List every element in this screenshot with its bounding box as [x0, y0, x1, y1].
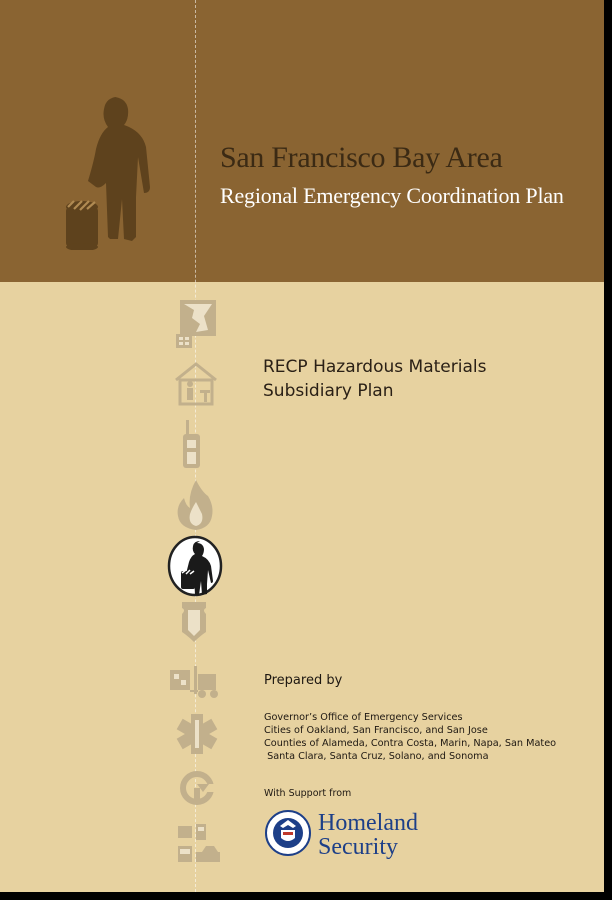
radio-icon: [180, 420, 204, 470]
support-label: With Support from: [264, 788, 352, 799]
plan-title-line1: RECP Hazardous Materials: [263, 357, 487, 377]
star-of-life-icon: [176, 712, 218, 756]
page-title: San Francisco Bay Area: [220, 141, 503, 174]
forklift-icon: [168, 660, 222, 700]
bay-area-map-icon: [176, 300, 218, 348]
hazmat-worker-silhouette-icon: [60, 95, 160, 250]
dhs-seal-icon: [265, 808, 311, 858]
recycle-icon: [180, 770, 214, 806]
plan-title-line2: Subsidiary Plan: [263, 381, 394, 401]
prepared-line: Governor’s Office of Emergency Services: [264, 712, 463, 723]
prepared-by-label: Prepared by: [264, 673, 343, 688]
prepared-line: Counties of Alameda, Contra Costa, Marin, Napa, San Mateo: [264, 738, 557, 749]
fire-icon: [176, 478, 216, 530]
prepared-line: Cities of Oakland, San Francisco, and San Jose: [264, 725, 488, 736]
page-subtitle: Regional Emergency Coordination Plan: [220, 183, 564, 208]
shelter-icon: [172, 360, 220, 406]
prepared-line: Santa Clara, Santa Cruz, Solano, and Sonoma: [264, 751, 489, 762]
homeland-logo-line1: Homeland: [318, 810, 418, 836]
police-badge-icon: [178, 600, 210, 644]
homeland-logo-line2: Security: [318, 834, 398, 860]
hazmat-worker-icon: [167, 535, 223, 597]
transport-icon: [176, 822, 222, 866]
